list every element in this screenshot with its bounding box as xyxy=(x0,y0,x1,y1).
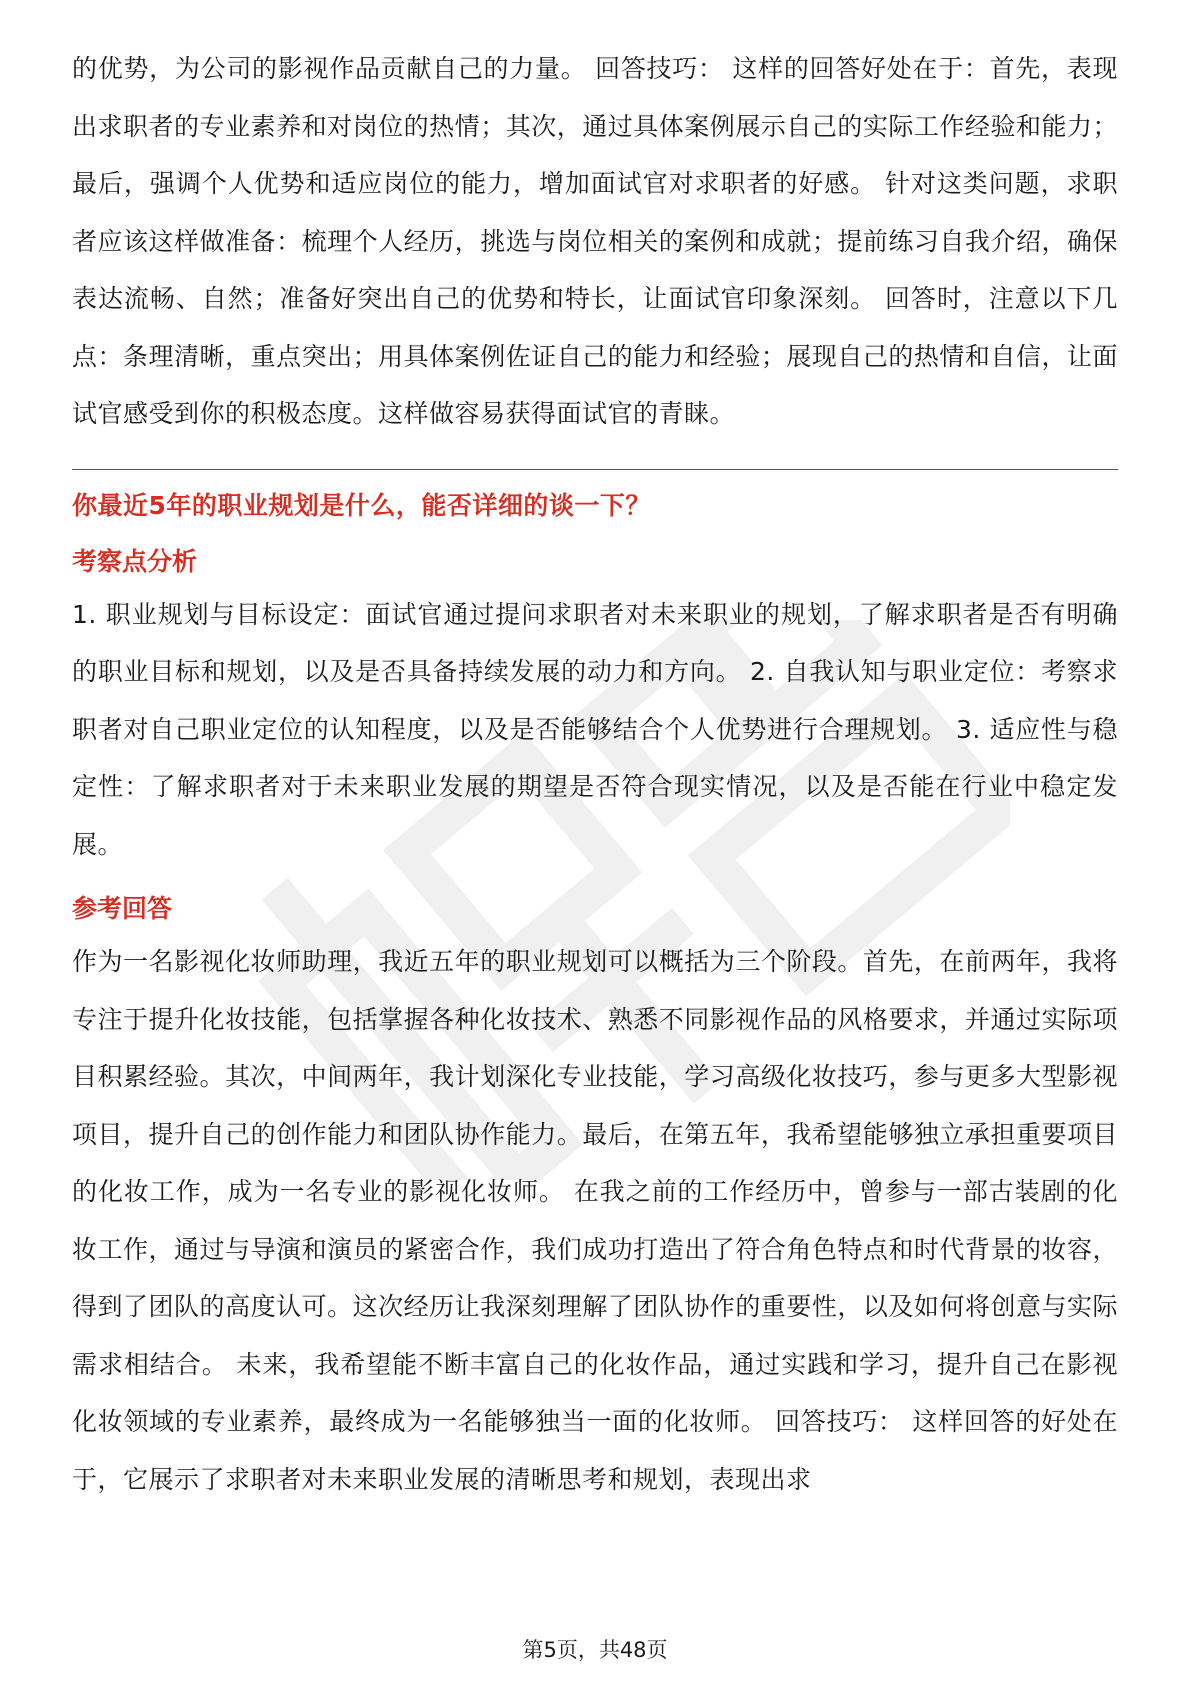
question-heading: 你最近5年的职业规划是什么，能否详细的谈一下？ xyxy=(72,490,651,520)
reference-title: 参考回答 xyxy=(72,894,173,923)
reference-body: 作为一名影视化妆师助理，我近五年的职业规划可以概括为三个阶段。首先，在前两年，我将专注于提升化妆技能，包括掌握各种化妆技术、熟悉不同影视作品的风格要求，并通过实际项目积累经验。其次，中间两年，我计划深化专业技能，学习高级化妆技巧，参与更多大型影视项目，提升自己的创作能力和团队协作能力。最后，在第五年，我希望能够独立承担重要项目的化妆工作，成为一名专业的影视化妆师。 在我之前的工作经历中，曾参与一部古装剧的化妆工作，通过与导演和演员的紧密合作，我们成功打造出了符合角色特点和时代背景的妆容，得到了团队的高度认可。这次经历让我深刻理解了团队协作的重要性，以及如何将创意与实际需求相结合。 未来，我希望能不断丰富自己的化妆作品，通过实践和学习，提升自己在影视化妆领域的专业素养，最终成为一名能够独当一面的化妆师。 回答技巧： 这样回答的好处在于，它展示了求职者对未来职业发展的清晰思考和规划，表现出求 xyxy=(72,947,1118,1494)
analysis-title: 考察点分析 xyxy=(72,546,198,576)
analysis-body: 1. 职业规划与目标设定：面试官通过提问求职者对未来职业的规划，了解求职者是否有明确的职业目标和规划，以及是否具备持续发展的动力和方向。 2. 自我认知与职业定位：考察求职者对自己职业定位的认知程度，以及是否能够结合个人优势进行合理规划。 3. 适应性与稳定性：了解求职者对于未来职业发展的期望是否符合现实情况，以及是否能在行业中稳定发展。 xyxy=(72,599,1118,859)
page-content xyxy=(72,40,1118,1508)
section-divider xyxy=(72,469,1118,470)
intro-paragraph: 的优势，为公司的影视作品贡献自己的力量。 回答技巧： 这样的回答好处在于：首先，表现出求职者的专业素养和对岗位的热情；其次，通过具体案例展示自己的实际工作经验和能力；最后，强调个人优势和适应岗位的能力，增加面试官对求职者的好感。 针对这类问题，求职者应该这样做准备：梳理个人经历，挑选与岗位相关的案例和成就；提前练习自我介绍，确保表达流畅、自然；准备好突出自己的优势和特长，让面试官印象深刻。 回答时，注意以下几点：条理清晰，重点突出；用具体案例佐证自己的能力和经验；展现自己的热情和自信，让面试官感受到你的积极态度。这样做容易获得面试官的青睐。 xyxy=(72,54,1118,428)
page-number: 第5页，共48页 xyxy=(522,1638,668,1662)
